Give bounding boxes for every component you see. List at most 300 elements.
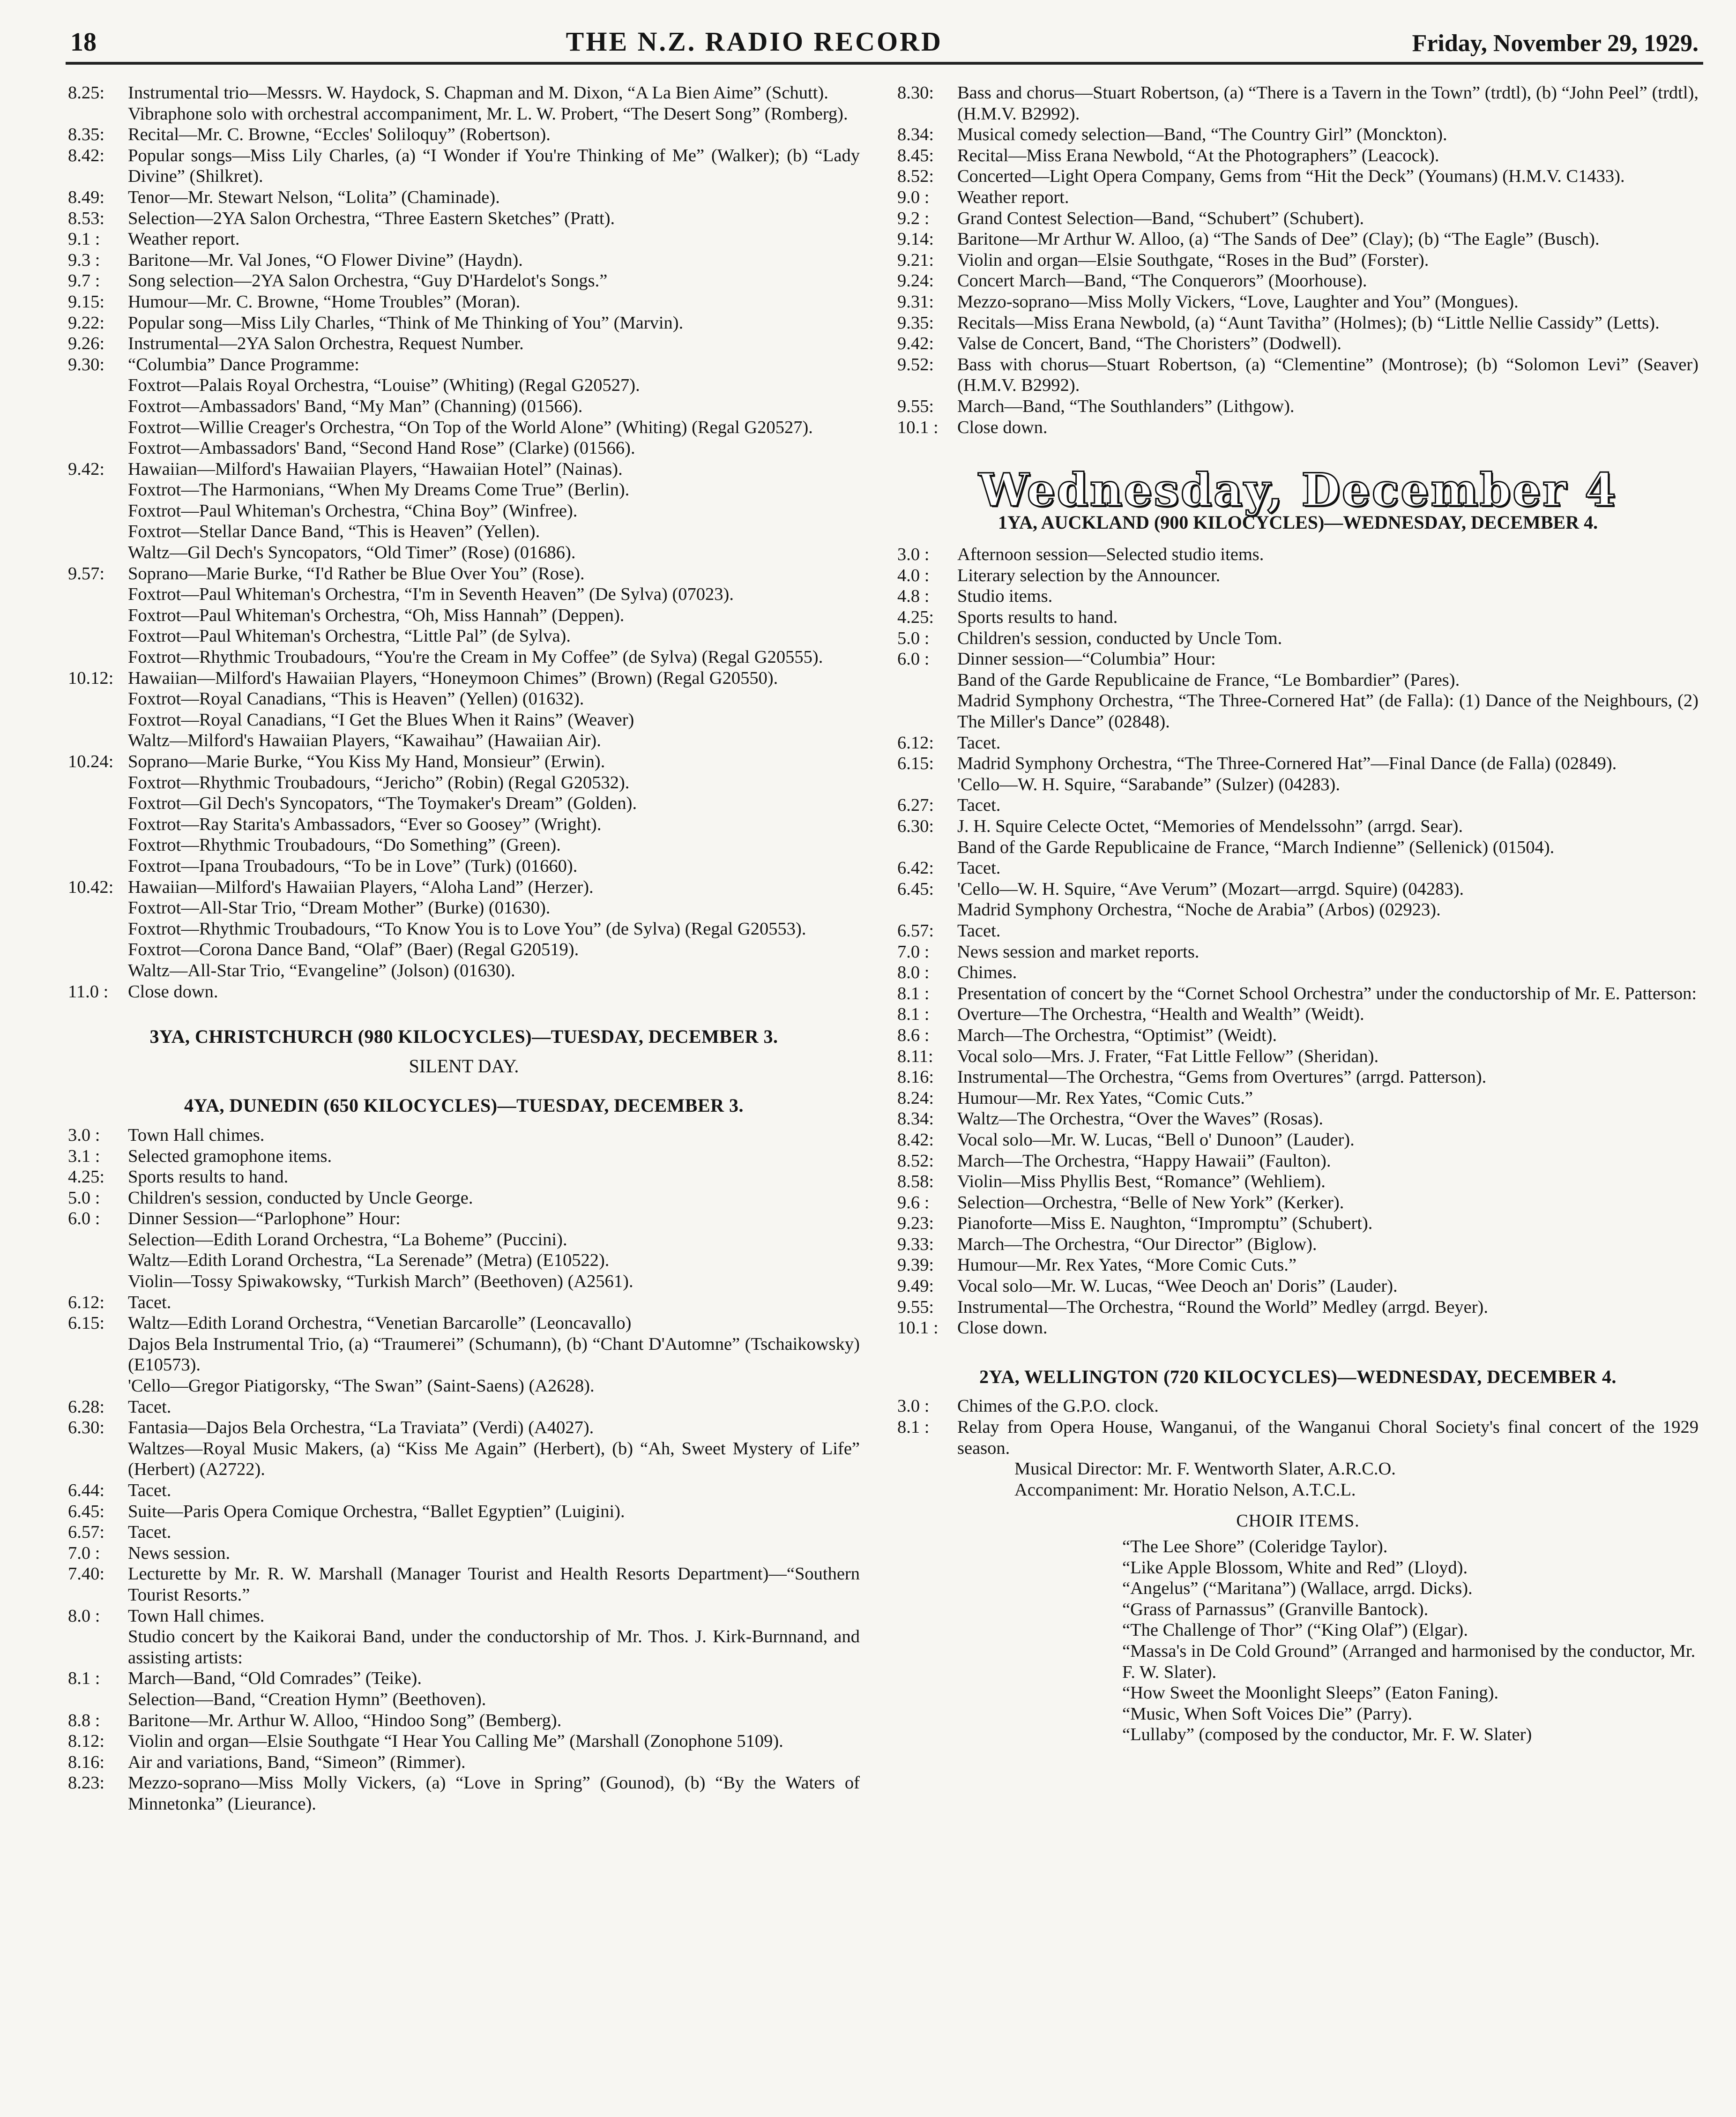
entry-time: 9.21: — [897, 250, 934, 270]
programme-entry: Foxtrot—The Harmonians, “When My Dreams Come True” (Berlin). — [128, 480, 630, 500]
programme-entry: Foxtrot—Ambassadors' Band, “Second Hand Rose” (Clarke) (01566). — [128, 438, 635, 458]
programme-entry: Dajos Bela Instrumental Trio, (a) “Traumerei” (Schumann), (b) “Chant D'Automne” (Tschaikowsky) (E10573). — [128, 1334, 860, 1375]
entry-time: 8.42: — [68, 145, 105, 165]
entry-time: 9.6 : — [897, 1192, 930, 1212]
entry-time: 5.0 : — [897, 628, 930, 648]
entry-text: Recital—Mr. C. Browne, “Eccles' Soliloquy” (Robertson). — [128, 125, 551, 145]
programme-entry — [68, 292, 860, 313]
entry-text: Selection—Orchestra, “Belle of New York” (Kerker). — [957, 1192, 1344, 1212]
entry-text: Bass with chorus—Stuart Robertson, (a) “Clementine” (Montrose); (b) “Solomon Levi” (Seaver) (H.M.V. B2992). — [957, 354, 1699, 396]
entry-time: 8.53: — [68, 208, 105, 228]
programme-entry — [68, 229, 860, 250]
programme-entry — [68, 459, 860, 480]
wellington-heading: 2YA, WELLINGTON (720 KILOCYCLES)—WEDNESDAY, DECEMBER 4. — [979, 1366, 1617, 1387]
programme-entry — [897, 544, 1699, 565]
entry-text: Weather report. — [128, 229, 240, 249]
programme-entry: Foxtrot—Gil Dech's Syncopators, “The Toymaker's Dream” (Golden). — [128, 793, 637, 814]
entry-text: Town Hall chimes. — [128, 1125, 265, 1145]
entry-time: 8.8 : — [68, 1710, 100, 1730]
programme-entry: Studio concert by the Kaikorai Band, under the conductorship of Mr. Thos. J. Kirk-Burnnand, and assisting artists: — [128, 1627, 860, 1668]
entry-text: Children's session, conducted by Uncle George. — [128, 1188, 473, 1208]
entry-text: Literary selection by the Announcer. — [957, 565, 1221, 585]
programme-entry: Foxtrot—Ipana Troubadours, “To be in Love” (Turk) (01660). — [128, 856, 578, 876]
programme-entry — [68, 313, 860, 334]
programme-entry — [897, 1317, 1699, 1339]
programme-entry — [897, 124, 1699, 145]
choir-item: “The Challenge of Thor” (“King Olaf”) (Elgar). — [1122, 1620, 1468, 1640]
programme-entry: Foxtrot—Paul Whiteman's Orchestra, “Oh, Miss Hannah” (Deppen). — [128, 605, 625, 625]
programme-entry — [897, 858, 1699, 879]
programme-entry — [897, 879, 1699, 900]
dunedin-programme — [68, 1125, 860, 1815]
programme-entry: Waltz—Edith Lorand Orchestra, “La Serenade” (Metra) (E10522). — [128, 1250, 610, 1271]
page-number: 18 — [70, 28, 97, 57]
entry-time: 4.0 : — [897, 565, 930, 585]
entry-text: News session and market reports. — [957, 942, 1200, 962]
entry-time: 6.45: — [68, 1501, 105, 1521]
entry-time: 6.0 : — [897, 649, 930, 669]
entry-time: 8.1 : — [897, 1004, 930, 1025]
entry-time: 8.0 : — [68, 1606, 100, 1626]
entry-text: Close down. — [957, 1318, 1048, 1338]
programme-entry — [68, 563, 860, 584]
programme-entry: Waltz—Gil Dech's Syncopators, “Old Timer” (Rose) (01686). — [128, 543, 576, 563]
programme-entry — [68, 354, 860, 375]
programme-entry — [897, 816, 1699, 837]
entry-time: 3.0 : — [68, 1125, 100, 1145]
programme-entry: Foxtrot—Corona Dance Band, “Olaf” (Baer) (Regal G20519). — [128, 940, 579, 960]
entry-text: Violin—Miss Phyllis Best, “Romance” (Wehliem). — [957, 1172, 1326, 1192]
programme-entry — [68, 751, 860, 772]
auckland-programme — [897, 544, 1699, 1339]
entry-text: Pianoforte—Miss E. Naughton, “Impromptu” (Schubert). — [957, 1213, 1373, 1234]
programme-entry: Vibraphone solo with orchestral accompaniment, Mr. L. W. Probert, “The Desert Song” (Romberg). — [128, 104, 848, 124]
choir-item: “Massa's in De Cold Ground” (Arranged and harmonised by the conductor, Mr. F. W. Slater). — [1122, 1641, 1696, 1682]
choir-item: “Music, When Soft Voices Die” (Parry). — [1122, 1704, 1413, 1724]
entry-time: 9.42: — [897, 334, 934, 354]
entry-time: 4.25: — [897, 607, 934, 628]
entry-time: 9.55: — [897, 396, 934, 416]
entry-text: March—The Orchestra, “Happy Hawaii” (Faulton). — [957, 1151, 1331, 1171]
programme-entry — [68, 145, 860, 187]
entry-text: Lecturette by Mr. R. W. Marshall (Manager Tourist and Health Resorts Department)—“Southern Tourist Resorts.” — [128, 1564, 860, 1605]
entry-text: Soprano—Marie Burke, “I'd Rather be Blue Over You” (Rose). — [128, 563, 585, 583]
entry-text: 'Cello—W. H. Squire, “Ave Verum” (Mozart—arrgd. Squire) (04283). — [957, 879, 1464, 899]
entry-text: Popular song—Miss Lily Charles, “Think of Me Thinking of You” (Marvin). — [128, 313, 684, 333]
programme-entry — [68, 208, 860, 229]
entry-text: Vocal solo—Mr. W. Lucas, “Bell o' Dunoon” (Lauder). — [957, 1130, 1355, 1150]
programme-entry — [897, 942, 1699, 963]
entry-text: Air and variations, Band, “Simeon” (Rimmer). — [128, 1752, 466, 1772]
programme-entry — [68, 1167, 860, 1188]
programme-entry — [897, 1213, 1699, 1234]
entry-time: 9.2 : — [897, 208, 930, 228]
entry-text: Tacet. — [957, 733, 1001, 753]
entry-time: 8.16: — [68, 1752, 105, 1772]
entry-time: 5.0 : — [68, 1188, 100, 1208]
programme-entry — [897, 1192, 1699, 1213]
programme-entry — [68, 1125, 860, 1146]
entry-time: 3.1 : — [68, 1146, 100, 1166]
christchurch-heading: 3YA, CHRISTCHURCH (980 KILOCYCLES)—TUESDAY, DECEMBER 3. — [149, 1026, 778, 1047]
entry-text: Instrumental—2YA Salon Orchestra, Request Number. — [128, 334, 524, 354]
programme-entry — [897, 1108, 1699, 1130]
entry-time: 8.52: — [897, 166, 934, 187]
entry-time: 8.11: — [897, 1046, 933, 1066]
entry-time: 9.39: — [897, 1255, 934, 1275]
entry-text: Close down. — [128, 981, 218, 1002]
entry-time: 6.15: — [68, 1313, 105, 1333]
entry-time: 6.57: — [68, 1522, 105, 1542]
entry-text: Vocal solo—Mrs. J. Frater, “Fat Little Fellow” (Sheridan). — [957, 1046, 1379, 1066]
entry-time: 8.1 : — [897, 1417, 930, 1437]
entry-time: 9.26: — [68, 334, 105, 354]
programme-entry — [897, 417, 1699, 438]
entry-text: Grand Contest Selection—Band, “Schubert” (Schubert). — [957, 208, 1364, 228]
entry-text: Baritone—Mr. Arthur W. Alloo, “Hindoo Song” (Bemberg). — [128, 1710, 562, 1730]
programme-entry — [897, 313, 1699, 334]
entry-text: Tacet. — [128, 1522, 171, 1542]
programme-entry — [897, 208, 1699, 229]
entry-time: 6.12: — [897, 733, 934, 753]
programme-entry: Waltzes—Royal Music Makers, (a) “Kiss Me Again” (Herbert), (b) “Ah, Sweet Mystery of Life” (Herbert) (A2722). — [128, 1438, 860, 1480]
programme-entry — [68, 1522, 860, 1543]
programme-entry — [68, 668, 860, 689]
programme-entry — [68, 1731, 860, 1752]
programme-entry: Band of the Garde Republicaine de France, “Le Bombardier” (Pares). — [957, 670, 1460, 690]
wellington-programme — [897, 1396, 1699, 1459]
musical-director: Musical Director: Mr. F. Wentworth Slater, A.R.C.O. — [1014, 1459, 1396, 1479]
programme-entry — [68, 1543, 860, 1564]
programme-entry — [897, 983, 1699, 1004]
programme-entry — [897, 1255, 1699, 1276]
entry-time: 9.35: — [897, 313, 934, 333]
entry-time: 8.34: — [897, 1109, 934, 1129]
entry-text: Vocal solo—Mr. W. Lucas, “Wee Deoch an' Doris” (Lauder). — [957, 1276, 1398, 1296]
entry-text: Hawaiian—Milford's Hawaiian Players, “Honeymoon Chimes” (Brown) (Regal G20550). — [128, 668, 778, 688]
entry-time: 8.25: — [68, 83, 105, 103]
entry-text: March—Band, “Old Comrades” (Teike). — [128, 1668, 422, 1689]
entry-text: Overture—The Orchestra, “Health and Wealth” (Weidt). — [957, 1004, 1364, 1025]
entry-time: 8.35: — [68, 125, 105, 145]
publication-title: THE N.Z. RADIO RECORD — [566, 26, 943, 57]
entry-text: Concert March—Band, “The Conquerors” (Moorhouse). — [957, 271, 1367, 291]
entry-time: 8.45: — [897, 145, 934, 165]
programme-entry: Foxtrot—Paul Whiteman's Orchestra, “I'm in Seventh Heaven” (De Sylva) (07023). — [128, 584, 734, 605]
left-column — [68, 82, 860, 1815]
entry-text: Afternoon session—Selected studio items. — [957, 545, 1264, 565]
entry-text: Weather report. — [957, 187, 1069, 207]
entry-time: 8.42: — [897, 1130, 934, 1150]
entry-time: 7.0 : — [897, 942, 930, 962]
programme-entry — [68, 124, 860, 145]
programme-entry — [897, 250, 1699, 271]
programme-entry — [897, 1004, 1699, 1025]
programme-entry — [68, 1397, 860, 1418]
entry-time: 9.33: — [897, 1234, 934, 1254]
programme-entry: 'Cello—Gregor Piatigorsky, “The Swan” (Saint-Saens) (A2628). — [128, 1376, 595, 1396]
silent-day-note: SILENT DAY. — [409, 1055, 519, 1077]
entry-time: 9.49: — [897, 1276, 934, 1296]
dunedin-heading: 4YA, DUNEDIN (650 KILOCYCLES)—TUESDAY, DECEMBER 3. — [184, 1095, 744, 1116]
entry-text: Dinner Session—“Parlophone” Hour: — [128, 1209, 401, 1229]
programme-entry: Selection—Edith Lorand Orchestra, “La Boheme” (Puccini). — [128, 1229, 567, 1249]
programme-entry: Madrid Symphony Orchestra, “The Three-Cornered Hat” (de Falla): (1) Dance of the Neighbours, (2) The Miller's Dance” (02848). — [957, 691, 1699, 732]
entry-text: Valse de Concert, Band, “The Choristers” (Dodwell). — [957, 334, 1342, 354]
choir-items-caption: CHOIR ITEMS. — [1236, 1511, 1360, 1531]
entry-time: 11.0 : — [68, 981, 109, 1002]
programme-entry — [68, 82, 860, 104]
entry-text: Mezzo-soprano—Miss Molly Vickers, (a) “Love in Spring” (Gounod), (b) “By the Waters of Minnetonka” (Lieurance). — [128, 1773, 860, 1814]
entry-time: 3.0 : — [897, 1396, 930, 1416]
programme-entry: Waltz—Milford's Hawaiian Players, “Kawaihau” (Hawaiian Air). — [128, 731, 601, 751]
entry-text: Madrid Symphony Orchestra, “The Three-Cornered Hat”—Final Dance (de Falla) (02849). — [957, 754, 1617, 774]
entry-time: 8.1 : — [897, 983, 930, 1003]
entry-text: News session. — [128, 1543, 231, 1563]
programme-entry — [68, 1146, 860, 1167]
programme-entry — [897, 1297, 1699, 1318]
page-header — [70, 20, 1699, 57]
programme-entry: Foxtrot—Stellar Dance Band, “This is Heaven” (Yellen). — [128, 522, 540, 542]
programme-entry — [897, 795, 1699, 816]
entry-text: Waltz—Edith Lorand Orchestra, “Venetian Barcarolle” (Leoncavallo) — [128, 1313, 632, 1333]
programme-entry — [68, 1752, 860, 1773]
programme-entry — [897, 1151, 1699, 1172]
programme-entry — [897, 962, 1699, 983]
entry-time: 6.45: — [897, 879, 934, 899]
programme-entry: Waltz—All-Star Trio, “Evangeline” (Jolson) (01630). — [128, 960, 515, 980]
accompaniment: Accompaniment: Mr. Horatio Nelson, A.T.C.L. — [1014, 1480, 1356, 1500]
entry-time: 8.23: — [68, 1773, 105, 1793]
programme-entry — [897, 1396, 1699, 1417]
entry-text: Instrumental—The Orchestra, “Round the World” Medley (arrgd. Beyer). — [957, 1297, 1489, 1317]
entry-text: Studio items. — [957, 586, 1053, 606]
programme-entry — [897, 586, 1699, 607]
programme-entry — [897, 270, 1699, 292]
programme-entry: Foxtrot—Royal Canadians, “I Get the Blues When it Rains” (Weaver) — [128, 710, 634, 730]
programme-entry — [897, 229, 1699, 250]
entry-time: 6.0 : — [68, 1209, 100, 1229]
entry-text: Song selection—2YA Salon Orchestra, “Guy D'Hardelot's Songs.” — [128, 271, 608, 291]
entry-time: 9.22: — [68, 313, 105, 333]
entry-time: 9.55: — [897, 1297, 934, 1317]
entry-text: Violin and organ—Elsie Southgate “I Hear You Calling Me” (Marshall (Zonophone 5109). — [128, 1731, 783, 1751]
entry-time: 9.42: — [68, 459, 105, 479]
programme-entry — [897, 145, 1699, 166]
entry-time: 9.31: — [897, 292, 934, 312]
auckland-heading: 1YA, AUCKLAND (900 KILOCYCLES)—WEDNESDAY, DECEMBER 4. — [998, 511, 1598, 533]
programme-entry — [897, 396, 1699, 417]
programme-entry — [897, 1046, 1699, 1067]
entry-time: 8.34: — [897, 125, 934, 145]
choir-item: “Lullaby” (composed by the conductor, Mr. F. W. Slater) — [1122, 1725, 1532, 1745]
entry-time: 7.40: — [68, 1564, 105, 1584]
entry-time: 9.7 : — [68, 271, 100, 291]
entry-text: Tacet. — [128, 1481, 171, 1500]
entry-text: Bass and chorus—Stuart Robertson, (a) “There is a Tavern in the Town” (trdtl), (b) “John Peel” (trdtl), (H.M.V. B2992). — [957, 83, 1699, 124]
entry-time: 9.0 : — [897, 187, 930, 207]
entry-text: Selected gramophone items. — [128, 1146, 332, 1166]
programme-entry — [897, 187, 1699, 208]
entry-text: Humour—Mr. C. Browne, “Home Troubles” (Moran). — [128, 292, 521, 312]
entry-time: 10.24: — [68, 752, 114, 771]
entry-time: 3.0 : — [897, 545, 930, 565]
entry-text: Sports results to hand. — [957, 607, 1118, 628]
programme-entry — [897, 82, 1699, 124]
entry-text: J. H. Squire Celecte Octet, “Memories of Mendelssohn” (arrgd. Sear). — [957, 816, 1463, 836]
entry-time: 6.30: — [68, 1418, 105, 1438]
programme-entry — [897, 354, 1699, 396]
entry-text: Selection—2YA Salon Orchestra, “Three Eastern Sketches” (Pratt). — [128, 208, 615, 228]
entry-text: Chimes. — [957, 963, 1017, 983]
entry-time: 6.15: — [897, 754, 934, 774]
entry-time: 8.30: — [897, 83, 934, 103]
programme-entry — [68, 1188, 860, 1209]
dunedin-programme-continued — [897, 82, 1699, 438]
entry-time: 9.52: — [897, 354, 934, 374]
entry-time: 10.1 : — [897, 1318, 939, 1338]
entry-text: March—The Orchestra, “Our Director” (Biglow). — [957, 1234, 1317, 1254]
entry-time: 8.16: — [897, 1067, 934, 1087]
entry-text: Baritone—Mr. Val Jones, “O Flower Divine” (Haydn). — [128, 250, 523, 270]
programme-entry — [897, 1171, 1699, 1192]
programme-entry — [68, 1710, 860, 1731]
right-column — [897, 82, 1699, 1745]
programme-entry: Foxtrot—Paul Whiteman's Orchestra, “China Boy” (Winfree). — [128, 501, 578, 521]
programme-entry — [897, 1276, 1699, 1297]
programme-entry: Madrid Symphony Orchestra, “Noche de Arabia” (Arbos) (02923). — [957, 900, 1441, 920]
programme-entry — [897, 1130, 1699, 1151]
entry-time: 8.58: — [897, 1172, 934, 1192]
programme-entry — [68, 270, 860, 292]
entry-time: 9.14: — [897, 229, 934, 249]
entry-text: Musical comedy selection—Band, “The Country Girl” (Monckton). — [957, 125, 1447, 145]
entry-text: Tenor—Mr. Stewart Nelson, “Lolita” (Chaminade). — [128, 187, 500, 207]
programme-entry — [897, 649, 1699, 670]
programme-entry — [897, 565, 1699, 586]
choir-item: “Grass of Parnassus” (Granville Bantock). — [1122, 1599, 1429, 1619]
programme-entry — [68, 1606, 860, 1627]
entry-text: Dinner session—“Columbia” Hour: — [957, 649, 1216, 669]
entry-text: Presentation of concert by the “Cornet School Orchestra” under the conductorship of Mr. E. Patterson: — [957, 983, 1697, 1003]
programme-entry — [897, 628, 1699, 649]
entry-text: Sports results to hand. — [128, 1167, 289, 1187]
entry-time: 8.24: — [897, 1088, 934, 1108]
programme-entry — [897, 1025, 1699, 1046]
programme-entry — [68, 1480, 860, 1501]
programme-entry — [897, 607, 1699, 628]
programme-entry: Band of the Garde Republicaine de France, “March Indienne” (Sellenick) (01504). — [957, 837, 1555, 857]
programme-entry — [897, 1067, 1699, 1088]
programme-entry: 'Cello—W. H. Squire, “Sarabande” (Sulzer) (04283). — [957, 774, 1340, 794]
programme-entry — [897, 920, 1699, 942]
choir-item: “How Sweet the Moonlight Sleeps” (Eaton Faning). — [1122, 1683, 1499, 1703]
entry-text: March—The Orchestra, “Optimist” (Weidt). — [957, 1025, 1277, 1045]
entry-text: Violin and organ—Elsie Southgate, “Roses in the Bud” (Forster). — [957, 250, 1429, 270]
entry-text: Mezzo-soprano—Miss Molly Vickers, “Love, Laughter and You” (Mongues). — [957, 292, 1519, 312]
programme-entry — [897, 1234, 1699, 1255]
choir-item: “The Lee Shore” (Coleridge Taylor). — [1122, 1537, 1388, 1556]
programme-entry: Foxtrot—All-Star Trio, “Dream Mother” (Burke) (01630). — [128, 898, 551, 918]
programme-entry: Foxtrot—Ray Starita's Ambassadors, “Ever so Goosey” (Wright). — [128, 814, 602, 834]
programme-entry: Foxtrot—Willie Creager's Orchestra, “On Top of the World Alone” (Whiting) (Regal G20527). — [128, 417, 813, 437]
entry-text: Soprano—Marie Burke, “You Kiss My Hand, Monsieur” (Erwin). — [128, 752, 605, 771]
programme-entry — [68, 333, 860, 354]
entry-text: Close down. — [957, 417, 1048, 437]
programme-entry — [897, 333, 1699, 354]
entry-text: Hawaiian—Milford's Hawaiian Players, “Aloha Land” (Herzer). — [128, 877, 594, 897]
programme-entry — [68, 250, 860, 271]
issue-date: Friday, November 29, 1929. — [1412, 30, 1699, 57]
choir-item: “Like Apple Blossom, White and Red” (Lloyd). — [1122, 1557, 1468, 1578]
programme-entry — [68, 1208, 860, 1229]
entry-time: 7.0 : — [68, 1543, 100, 1563]
entry-time: 9.23: — [897, 1213, 934, 1234]
entry-text: Humour—Mr. Rex Yates, “More Comic Cuts.” — [957, 1255, 1296, 1275]
entry-time: 6.44: — [68, 1481, 105, 1500]
entry-time: 9.3 : — [68, 250, 100, 270]
entry-time: 9.30: — [68, 354, 105, 374]
entry-text: Relay from Opera House, Wanganui, of the Wanganui Choral Society's final concert of the 1929 season. — [957, 1417, 1699, 1458]
entry-text: March—Band, “The Southlanders” (Lithgow). — [957, 396, 1295, 416]
entry-text: Tacet. — [128, 1397, 171, 1417]
programme-entry — [68, 1313, 860, 1334]
entry-time: 8.52: — [897, 1151, 934, 1171]
entry-time: 6.28: — [68, 1397, 105, 1417]
programme-entry — [68, 1563, 860, 1605]
programme-entry: Foxtrot—Ambassadors' Band, “My Man” (Channing) (01566). — [128, 396, 583, 416]
entry-text: Hawaiian—Milford's Hawaiian Players, “Hawaiian Hotel” (Nainas). — [128, 459, 623, 479]
programme-entry — [897, 292, 1699, 313]
entry-text: Tacet. — [957, 920, 1001, 941]
programme-entry: Selection—Band, “Creation Hymn” (Beethoven). — [128, 1689, 486, 1709]
entry-text: Town Hall chimes. — [128, 1606, 265, 1626]
programme-entry — [68, 981, 860, 1002]
entry-time: 9.24: — [897, 271, 934, 291]
programme-entry — [897, 1417, 1699, 1459]
entry-text: Waltz—The Orchestra, “Over the Waves” (Rosas). — [957, 1109, 1323, 1129]
day-heading: Wednesday, December 4 — [978, 464, 1617, 517]
entry-text: Tacet. — [957, 858, 1001, 878]
programme-entry: Foxtrot—Paul Whiteman's Orchestra, “Little Pal” (de Sylva). — [128, 626, 571, 646]
entry-time: 6.42: — [897, 858, 934, 878]
entry-text: “Columbia” Dance Programme: — [128, 354, 359, 374]
programme-entry: Foxtrot—Rhythmic Troubadours, “To Know You is to Love You” (de Sylva) (Regal G20553). — [128, 919, 806, 939]
entry-time: 10.1 : — [897, 417, 939, 437]
entry-time: 9.15: — [68, 292, 105, 312]
programme-entry — [68, 1292, 860, 1313]
entry-text: Humour—Mr. Rex Yates, “Comic Cuts.” — [957, 1088, 1253, 1108]
entry-text: Instrumental—The Orchestra, “Gems from Overtures” (arrgd. Patterson). — [957, 1067, 1487, 1087]
entry-text: Recitals—Miss Erana Newbold, (a) “Aunt Tavitha” (Holmes); (b) “Little Nellie Cassidy” (Letts). — [957, 313, 1660, 333]
entry-time: 6.57: — [897, 920, 934, 941]
programme-entry — [897, 166, 1699, 187]
programme-entry: Foxtrot—Rhythmic Troubadours, “Jericho” (Robin) (Regal G20532). — [128, 772, 630, 793]
programme-entry — [68, 877, 860, 898]
programme-entry: Foxtrot—Rhythmic Troubadours, “Do Something” (Green). — [128, 835, 561, 855]
entry-time: 8.49: — [68, 187, 105, 207]
entry-time: 9.1 : — [68, 229, 100, 249]
programme-entry — [68, 187, 860, 208]
programme-entry: Foxtrot—Palais Royal Orchestra, “Louise” (Whiting) (Regal G20527). — [128, 375, 640, 396]
entry-time: 10.42: — [68, 877, 114, 897]
entry-time: 6.12: — [68, 1292, 105, 1312]
programme-entry — [68, 1668, 860, 1689]
entry-text: Fantasia—Dajos Bela Orchestra, “La Traviata” (Verdi) (A4027). — [128, 1418, 594, 1438]
header-rule — [66, 62, 1703, 65]
programme-entry: Foxtrot—Rhythmic Troubadours, “You're the Cream in My Coffee” (de Sylva) (Regal G20555). — [128, 647, 823, 667]
entry-text: Children's session, conducted by Uncle Tom. — [957, 628, 1282, 648]
